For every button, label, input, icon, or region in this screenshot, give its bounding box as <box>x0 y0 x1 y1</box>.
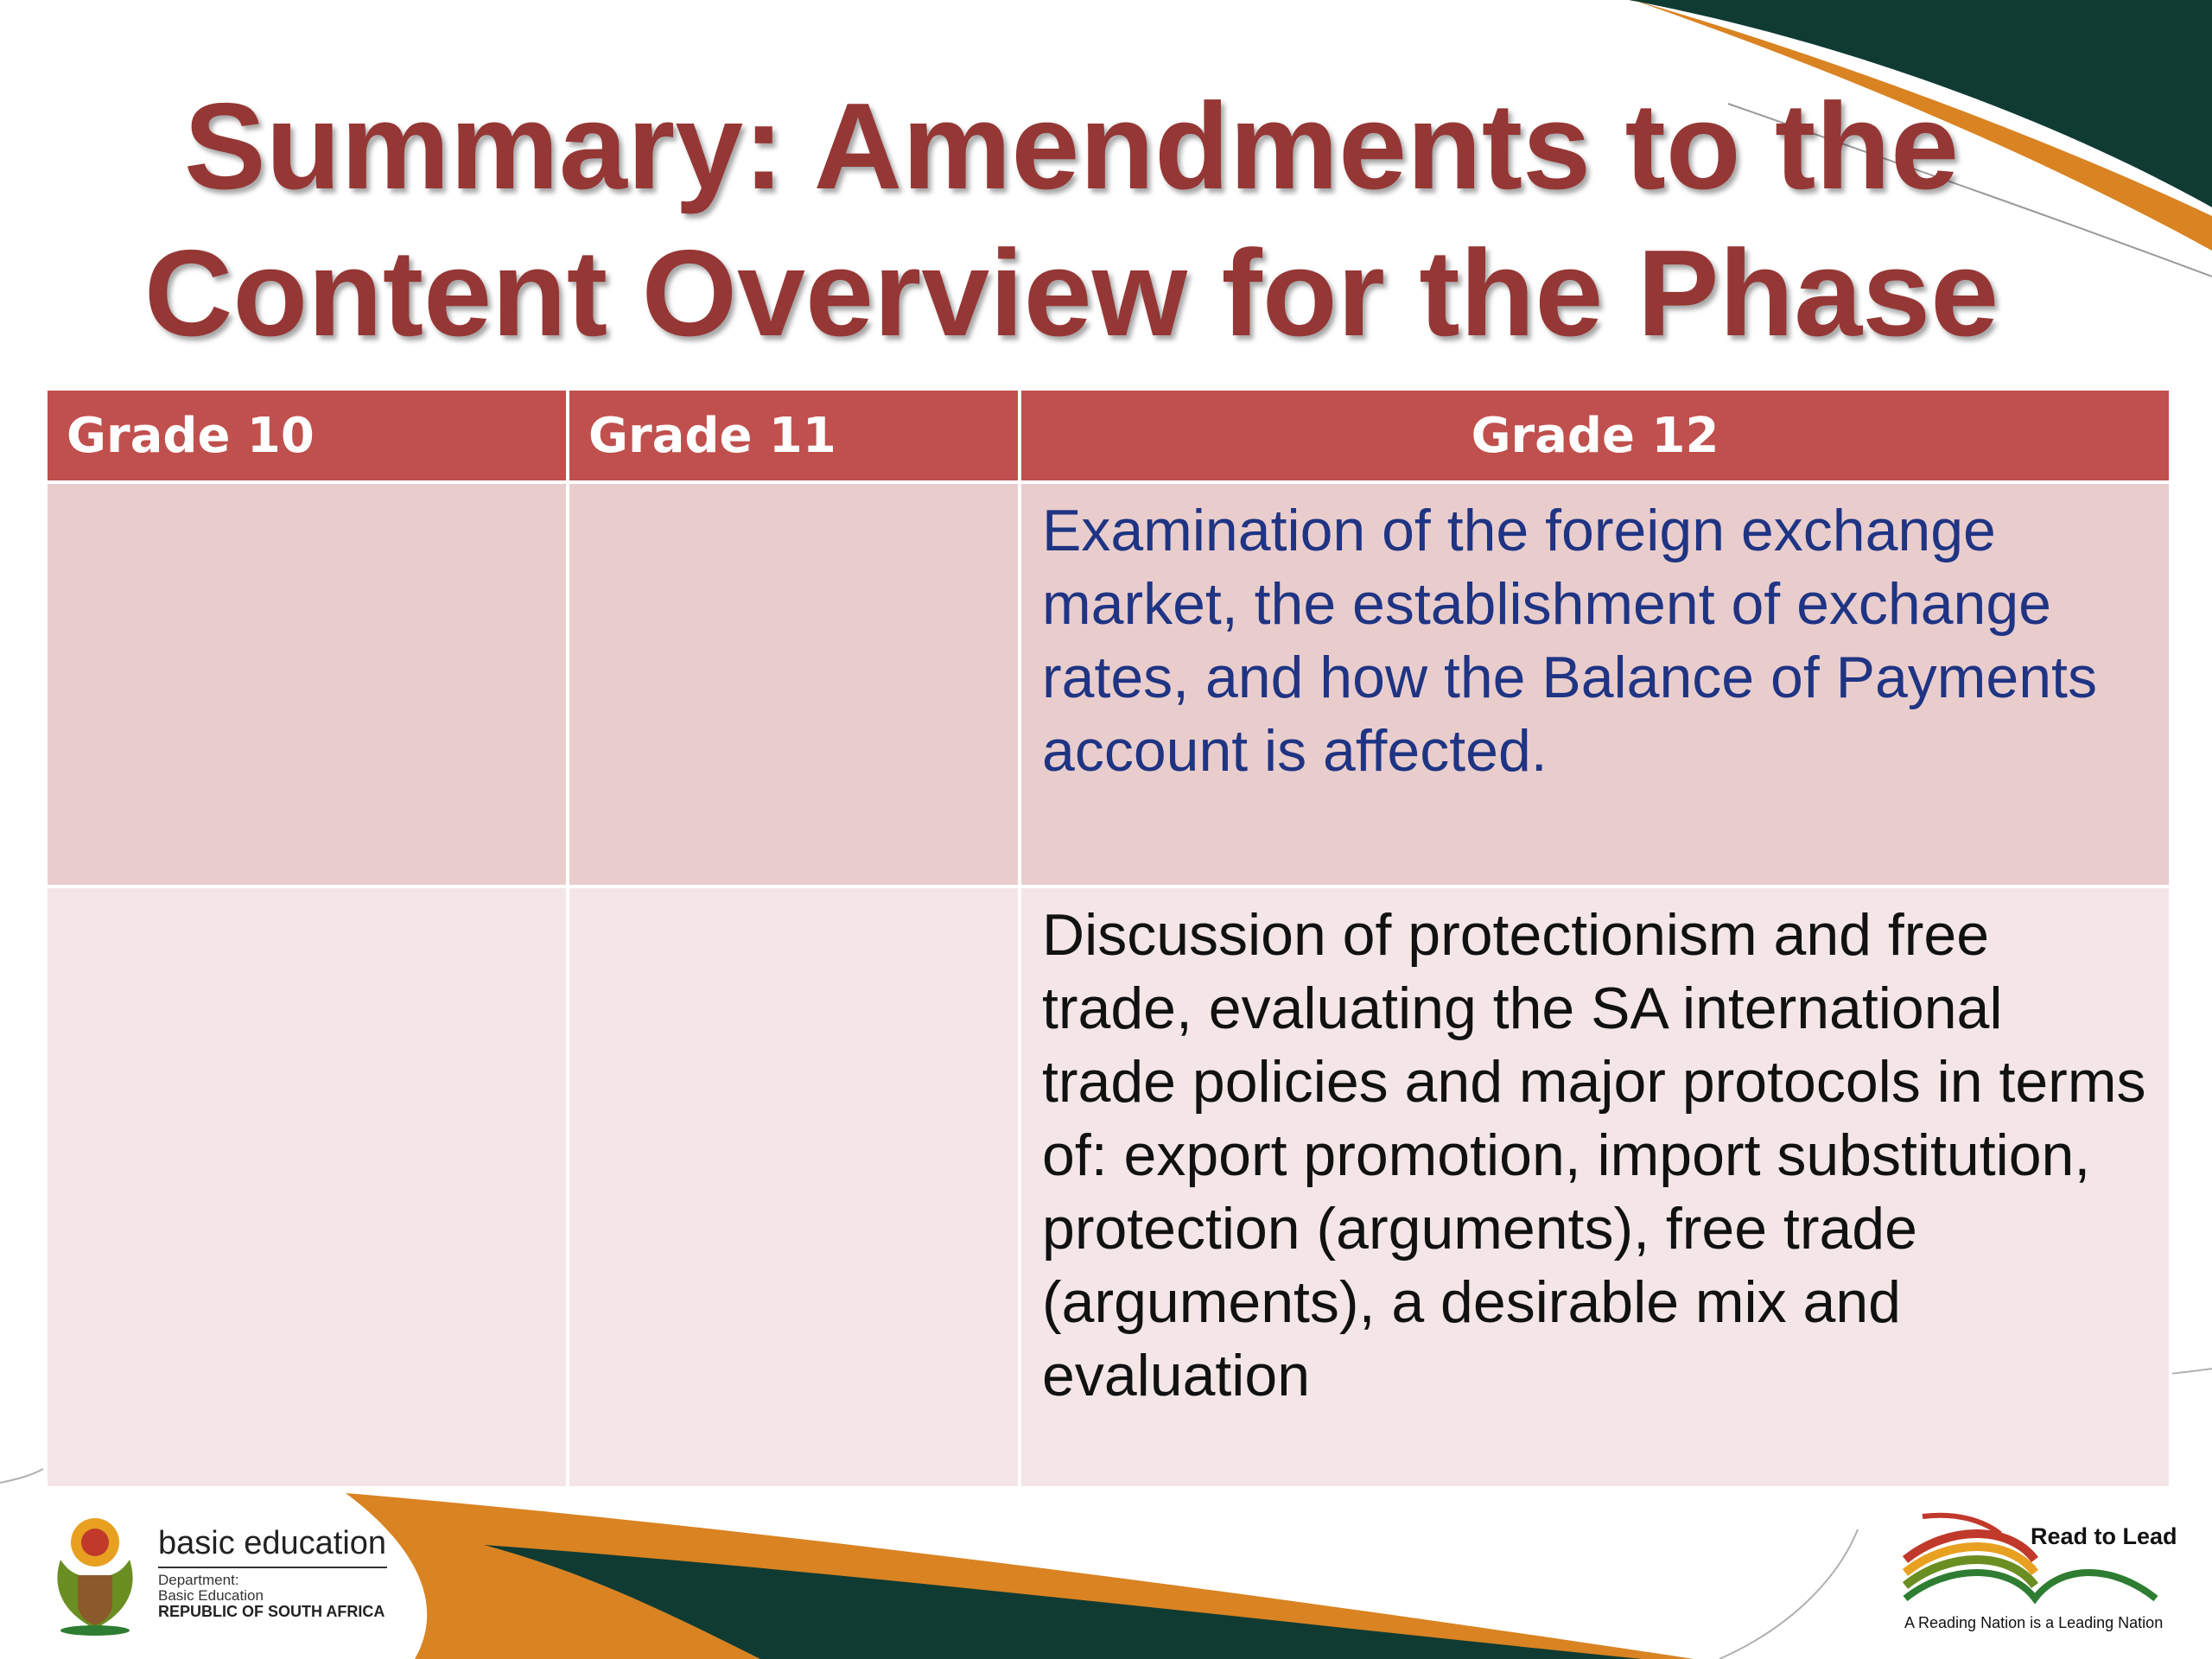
table-header-row <box>46 389 2171 482</box>
coat-of-arms-icon <box>43 1508 147 1637</box>
header-grade-12: Grade 12 <box>1020 389 2171 482</box>
logo-country: REPUBLIC OF SOUTH AFRICA <box>158 1603 385 1620</box>
logo-tagline: A Reading Nation is a Leading Nation <box>1904 1614 2164 1631</box>
logo-read-to-lead: Read to Lead <box>2031 1523 2177 1549</box>
header-grade-11: Grade 11 <box>568 389 1020 482</box>
cell-grade-11 <box>568 482 1020 887</box>
cell-grade-12: Discussion of protectionism and free trade, evaluating the SA international trade policies and major protocols in terms of: export promotion, import substitution, protection (arguments), free trade (arguments), a desirable mix and evaluation <box>1020 887 2171 1488</box>
logo-dept-name: Basic Education <box>158 1587 264 1604</box>
cell-grade-10 <box>46 887 568 1488</box>
slide-title-line-2: Content Overview for the Phase <box>143 225 1999 362</box>
slide-title-line-1: Summary: Amendments to the <box>183 78 1960 215</box>
slide-title <box>0 73 2143 367</box>
header-grade-10: Grade 10 <box>46 389 568 482</box>
content-overview-table <box>44 387 2172 1490</box>
logo-basic-education: basic education <box>158 1525 387 1561</box>
logo-dept-label: Department: <box>158 1572 239 1588</box>
cell-grade-10 <box>46 482 568 887</box>
cell-grade-12: Examination of the foreign exchange market, the establishment of exchange rates, and how the Balance of Payments account is affected. <box>1020 482 2171 887</box>
logo-divider <box>158 1567 387 1568</box>
table-row <box>46 887 2171 1488</box>
cell-grade-11 <box>568 887 1020 1488</box>
table-row <box>46 482 2171 887</box>
